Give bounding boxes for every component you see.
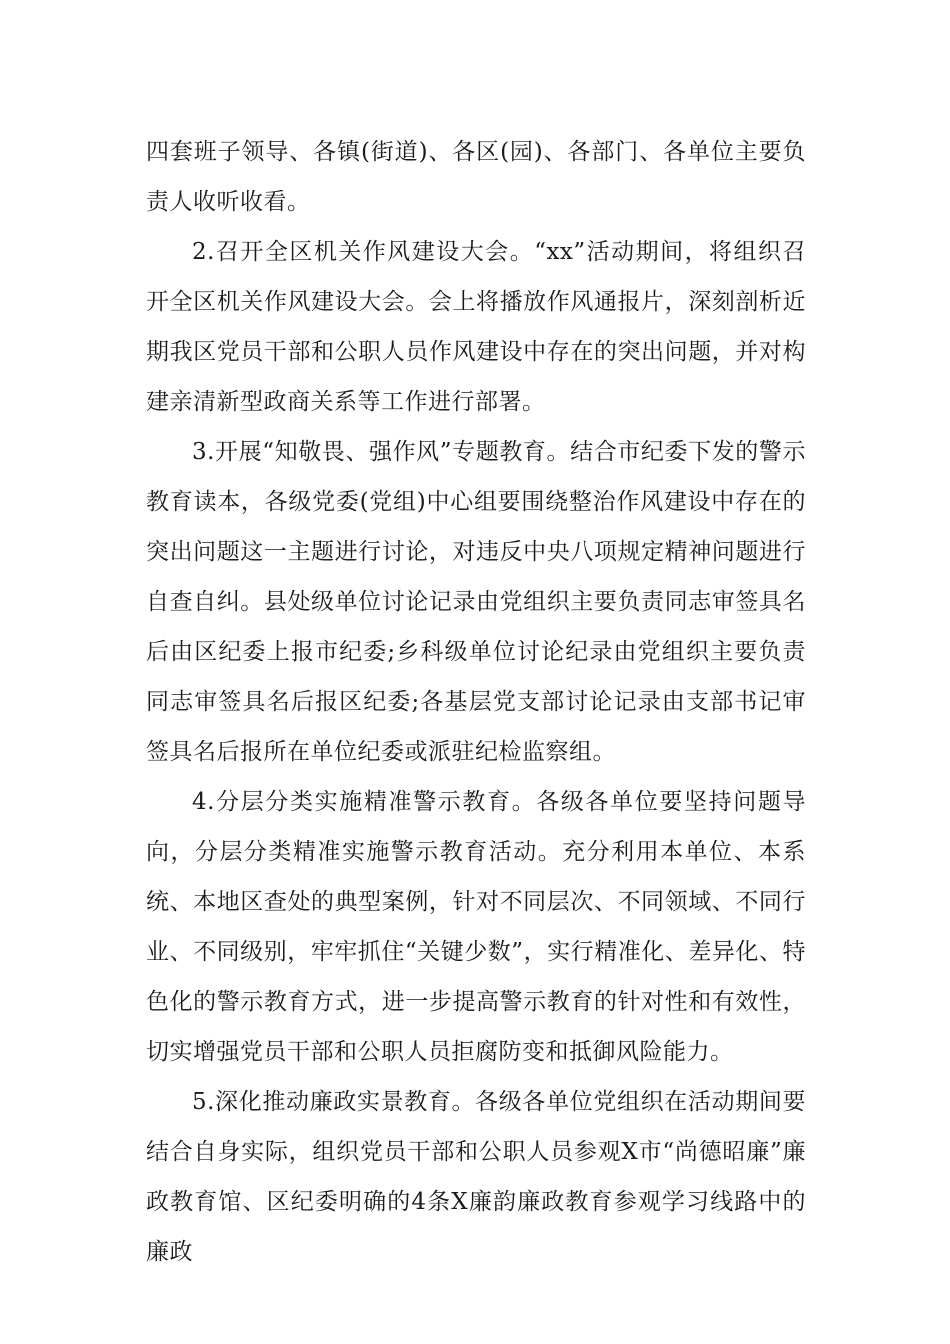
paragraph-item-2: 2.召开全区机关作风建设大会。“xx”活动期间，将组织召开全区机关作风建设大会。会上将播放作风通报片，深刻剖析近期我区党员干部和公职人员作风建设中存在的突出问题，并对构建亲清新型政商关系等工作进行部署。 bbox=[146, 239, 806, 415]
paragraph-item-4: 4.分层分类实施精准警示教育。各级各单位要坚持问题导向，分层分类精准实施警示教育活动。充分利用本单位、本系统、本地区查处的典型案例，针对不同层次、不同领域、不同行业、不同级别，牢牢抓住“关键少数”，实行精准化、差异化、特色化的警示教育方式，进一步提高警示教育的针对性和有效性，切实增强党员干部和公职人员拒腐防变和抵御风险能力。 bbox=[146, 789, 806, 1065]
paragraph-item-3: 3.开展“知敬畏、强作风”专题教育。结合市纪委下发的警示教育读本，各级党委(党组)中心组要围绕整治作风建设中存在的突出问题这一主题进行讨论，对违反中央八项规定精神问题进行自查自纠。县处级单位讨论记录由党组织主要负责同志审签具名后由区纪委上报市纪委;乡科级单位讨论纪录由党组织主要负责同志审签具名后报区纪委;各基层党支部讨论记录由支部书记审签具名后报所在单位纪委或派驻纪检监察组。 bbox=[146, 439, 806, 765]
document-body bbox=[146, 127, 806, 1277]
paragraph-item-5: 5.深化推动廉政实景教育。各级各单位党组织在活动期间要结合自身实际，组织党员干部和公职人员参观X市“尚德昭廉”廉政教育馆、区纪委明确的4条X廉韵廉政教育参观学习线路中的廉政 bbox=[146, 1089, 806, 1265]
paragraph-continuation: 四套班子领导、各镇(街道)、各区(园)、各部门、各单位主要负责人收听收看。 bbox=[146, 139, 806, 215]
